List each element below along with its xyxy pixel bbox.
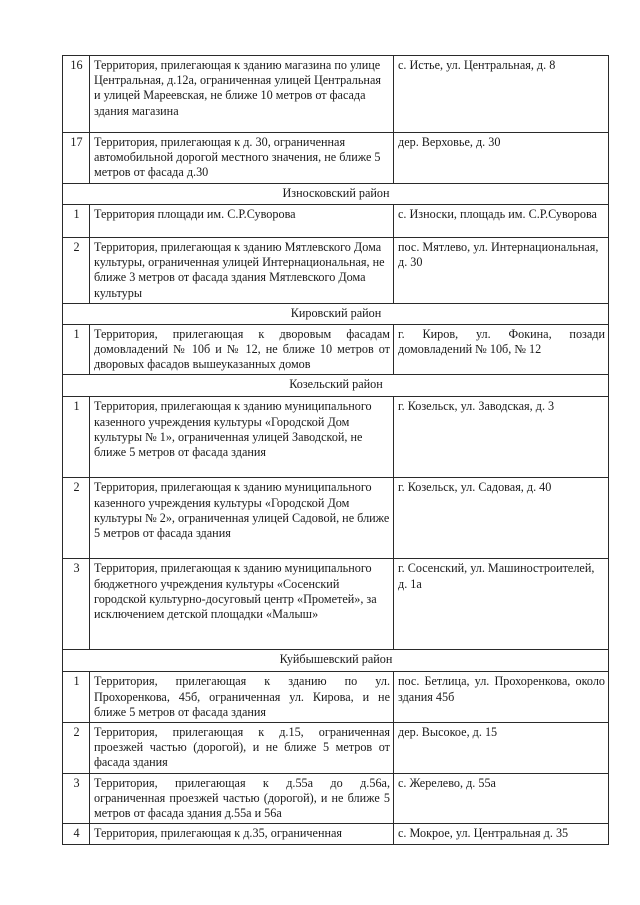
district-title: Кировский район bbox=[63, 303, 609, 324]
row-number: 2 bbox=[63, 478, 90, 559]
territory-address: с. Жерелево, д. 55а bbox=[394, 773, 609, 824]
table-row bbox=[63, 773, 609, 824]
district-header-row bbox=[63, 303, 609, 324]
territory-description: Территория площади им. С.Р.Суворова bbox=[90, 205, 394, 238]
row-number: 3 bbox=[63, 559, 90, 650]
table-row bbox=[63, 238, 609, 304]
table-row bbox=[63, 397, 609, 478]
territory-table bbox=[62, 55, 609, 845]
table-row bbox=[63, 672, 609, 723]
territory-address: г. Киров, ул. Фокина, позади домовладений № 10б, № 12 bbox=[394, 324, 609, 375]
district-title: Износковский район bbox=[63, 184, 609, 205]
territory-address: г. Козельск, ул. Заводская, д. 3 bbox=[394, 397, 609, 478]
territory-address: дер. Высокое, д. 15 bbox=[394, 723, 609, 774]
territory-description: Территория, прилегающая к дворовым фасадам домовладений № 10б и № 12, не ближе 10 метров от дворовых фасадов вышеуказанных домов bbox=[90, 324, 394, 375]
row-number: 2 bbox=[63, 238, 90, 304]
table-row bbox=[63, 478, 609, 559]
row-number: 4 bbox=[63, 824, 90, 845]
row-number: 1 bbox=[63, 672, 90, 723]
territory-address: с. Мокрое, ул. Центральная д. 35 bbox=[394, 824, 609, 845]
territory-address: с. Износки, площадь им. С.Р.Суворова bbox=[394, 205, 609, 238]
table-row bbox=[63, 205, 609, 238]
row-number: 3 bbox=[63, 773, 90, 824]
territory-address: г. Козельск, ул. Садовая, д. 40 bbox=[394, 478, 609, 559]
territory-address: пос. Мятлево, ул. Интернациональная, д. 30 bbox=[394, 238, 609, 304]
territory-description: Территория, прилегающая к д. 30, ограниченная автомобильной дорогой местного значения, не ближе 5 метров от фасада д.30 bbox=[90, 133, 394, 184]
territory-description: Территория, прилегающая к д.15, ограниченная проезжей частью (дорогой), и не ближе 5 метров от фасада здания bbox=[90, 723, 394, 774]
district-header-row bbox=[63, 184, 609, 205]
district-header-row bbox=[63, 650, 609, 672]
territory-description: Территория, прилегающая к зданию по ул. Прохоренкова, 45б, ограниченная ул. Кирова, и не ближе 5 метров от фасада здания bbox=[90, 672, 394, 723]
row-number: 1 bbox=[63, 324, 90, 375]
territory-address: г. Сосенский, ул. Машиностроителей, д. 1а bbox=[394, 559, 609, 650]
row-number: 1 bbox=[63, 397, 90, 478]
table-row bbox=[63, 824, 609, 845]
territory-description: Территория, прилегающая к зданию Мятлевского Дома культуры, ограниченная улицей Интернациональная, не ближе 3 метров от фасада здания Мятлевского Дома культуры bbox=[90, 238, 394, 304]
territory-table-body bbox=[63, 56, 609, 845]
territory-description: Территория, прилегающая к зданию муниципального бюджетного учреждения культуры «Сосенский городской культурно-досуговый центр «Прометей», за исключением детской площадки «Малыш» bbox=[90, 559, 394, 650]
district-title: Козельский район bbox=[63, 375, 609, 397]
territory-description: Территория, прилегающая к д.35, ограниченная bbox=[90, 824, 394, 845]
table-row bbox=[63, 56, 609, 133]
table-row bbox=[63, 133, 609, 184]
territory-address: дер. Верховье, д. 30 bbox=[394, 133, 609, 184]
table-row bbox=[63, 723, 609, 774]
territory-address: пос. Бетлица, ул. Прохоренкова, около здания 45б bbox=[394, 672, 609, 723]
territory-description: Территория, прилегающая к зданию муниципального казенного учреждения культуры «Городской Дом культуры № 2», ограниченная улицей Садовой, не ближе 5 метров от фасада здания bbox=[90, 478, 394, 559]
territory-description: Территория, прилегающая к зданию муниципального казенного учреждения культуры «Городской Дом культуры № 1», ограниченная улицей Заводской, не ближе 5 метров от фасада здания bbox=[90, 397, 394, 478]
row-number: 1 bbox=[63, 205, 90, 238]
territory-description: Территория, прилегающая к зданию магазина по улице Центральная, д.12а, ограниченная улицей Центральная и улицей Мареевская, не ближе 10 метров от фасада здания магазина bbox=[90, 56, 394, 133]
table-row bbox=[63, 559, 609, 650]
district-title: Куйбышевский район bbox=[63, 650, 609, 672]
row-number: 2 bbox=[63, 723, 90, 774]
territory-address: с. Истье, ул. Центральная, д. 8 bbox=[394, 56, 609, 133]
table-row bbox=[63, 324, 609, 375]
row-number: 17 bbox=[63, 133, 90, 184]
district-header-row bbox=[63, 375, 609, 397]
row-number: 16 bbox=[63, 56, 90, 133]
territory-description: Территория, прилегающая к д.55а до д.56а, ограниченная проезжей частью (дорогой), и не ближе 5 метров от фасада здания д.55а и 56а bbox=[90, 773, 394, 824]
